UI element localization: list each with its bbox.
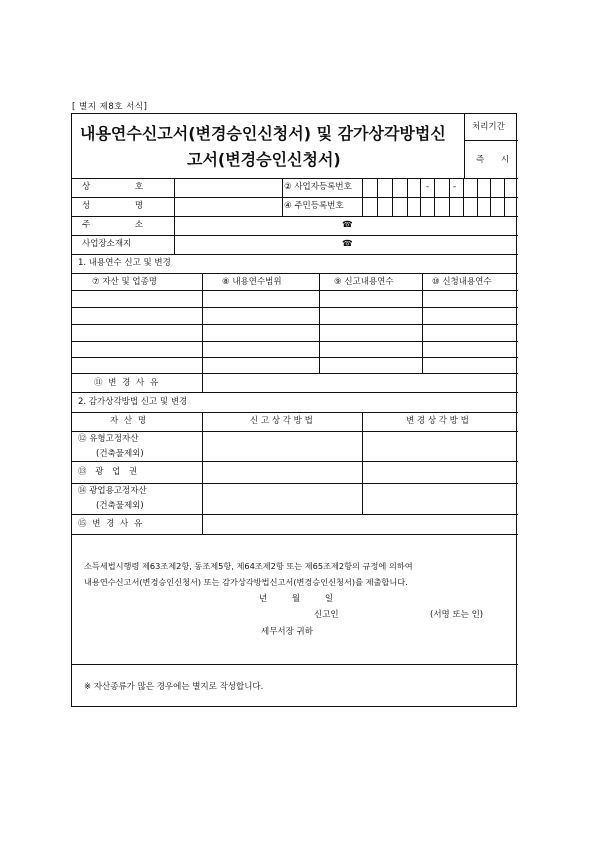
col-reported-method: 신 고 상 각 방 법 — [250, 416, 313, 426]
processing-period-label: 처리기간 — [472, 122, 505, 132]
form — [71, 113, 517, 707]
phone-icon: ☎ — [342, 239, 353, 249]
form-label: [ 별지 제8호 서식] — [72, 102, 148, 112]
phone-icon: ☎ — [342, 220, 353, 230]
declaration-applicant: 신고인 — [314, 610, 339, 620]
name-label: 성 명 — [82, 201, 144, 211]
business-location-label: 사업장소재지 — [82, 239, 132, 249]
form-note: ※ 자산종류가 많은 경우에는 별지로 작성합니다. — [84, 682, 264, 692]
col-reported-useful-life: ⑨ 신고내용연수 — [334, 277, 394, 287]
form-title-line1: 내용연수신고서(변경승인신청서) 및 감가상각방법신 — [80, 124, 446, 143]
declaration-addressee: 세무서장 귀하 — [261, 627, 313, 637]
form-title-line2: 고서(변경승인신청서) — [187, 150, 341, 169]
resident-no-label: ④ 주민등록번호 — [284, 201, 344, 211]
section2-title: 2. 감가상각방법 신고 및 변경 — [78, 397, 188, 407]
row-tangible-assets: ⑫ 유형고정자산 — [78, 434, 139, 444]
col-useful-life-range: ⑧ 내용연수범위 — [222, 277, 282, 287]
processing-period-value: 즉 시 — [476, 155, 510, 165]
col-requested-useful-life: ⑩ 신청내용연수 — [432, 277, 492, 287]
declaration-date: 년 월 일 — [259, 594, 334, 604]
section1-title: 1. 내용연수 신고 및 변경 — [78, 258, 171, 268]
declaration-line1: 소득세법시행령 제63조제2항, 동조제5항, 제64조제2항 또는 제65조제2항의 규정에 의하여 — [84, 561, 413, 571]
row-mining-assets-note: (건축물제외) — [96, 501, 144, 511]
biz-reg-dash-1: - — [426, 182, 430, 192]
trade-name-label: 상 호 — [82, 182, 144, 192]
section2-reason-label: ⑮ 변 경 사 유 — [78, 519, 143, 529]
row-mining-assets: ⑭ 광업용고정자산 — [78, 486, 147, 496]
declaration-line2: 내용연수신고서(변경승인신청서) 또는 감가상각방법신고서(변경승인신청서)를 제출합니다. — [84, 577, 408, 587]
biz-reg-dash-2: - — [453, 182, 457, 192]
biz-reg-no-label: ② 사업자등록번호 — [284, 182, 352, 192]
col-changed-method: 변 경 상 각 방 법 — [406, 416, 469, 426]
col-asset-name: ⑦ 자산 및 업종명 — [92, 277, 157, 287]
section1-reason-label: ⑪ 변 경 사 유 — [94, 378, 159, 388]
row-tangible-assets-note: (건축물제외) — [96, 449, 144, 459]
declaration-seal: (서명 또는 인) — [430, 610, 484, 620]
address-label: 주 소 — [82, 220, 144, 230]
col-asset: 자 산 명 — [110, 416, 147, 426]
row-mining-rights: ⑬ 광 업 권 — [78, 467, 138, 477]
